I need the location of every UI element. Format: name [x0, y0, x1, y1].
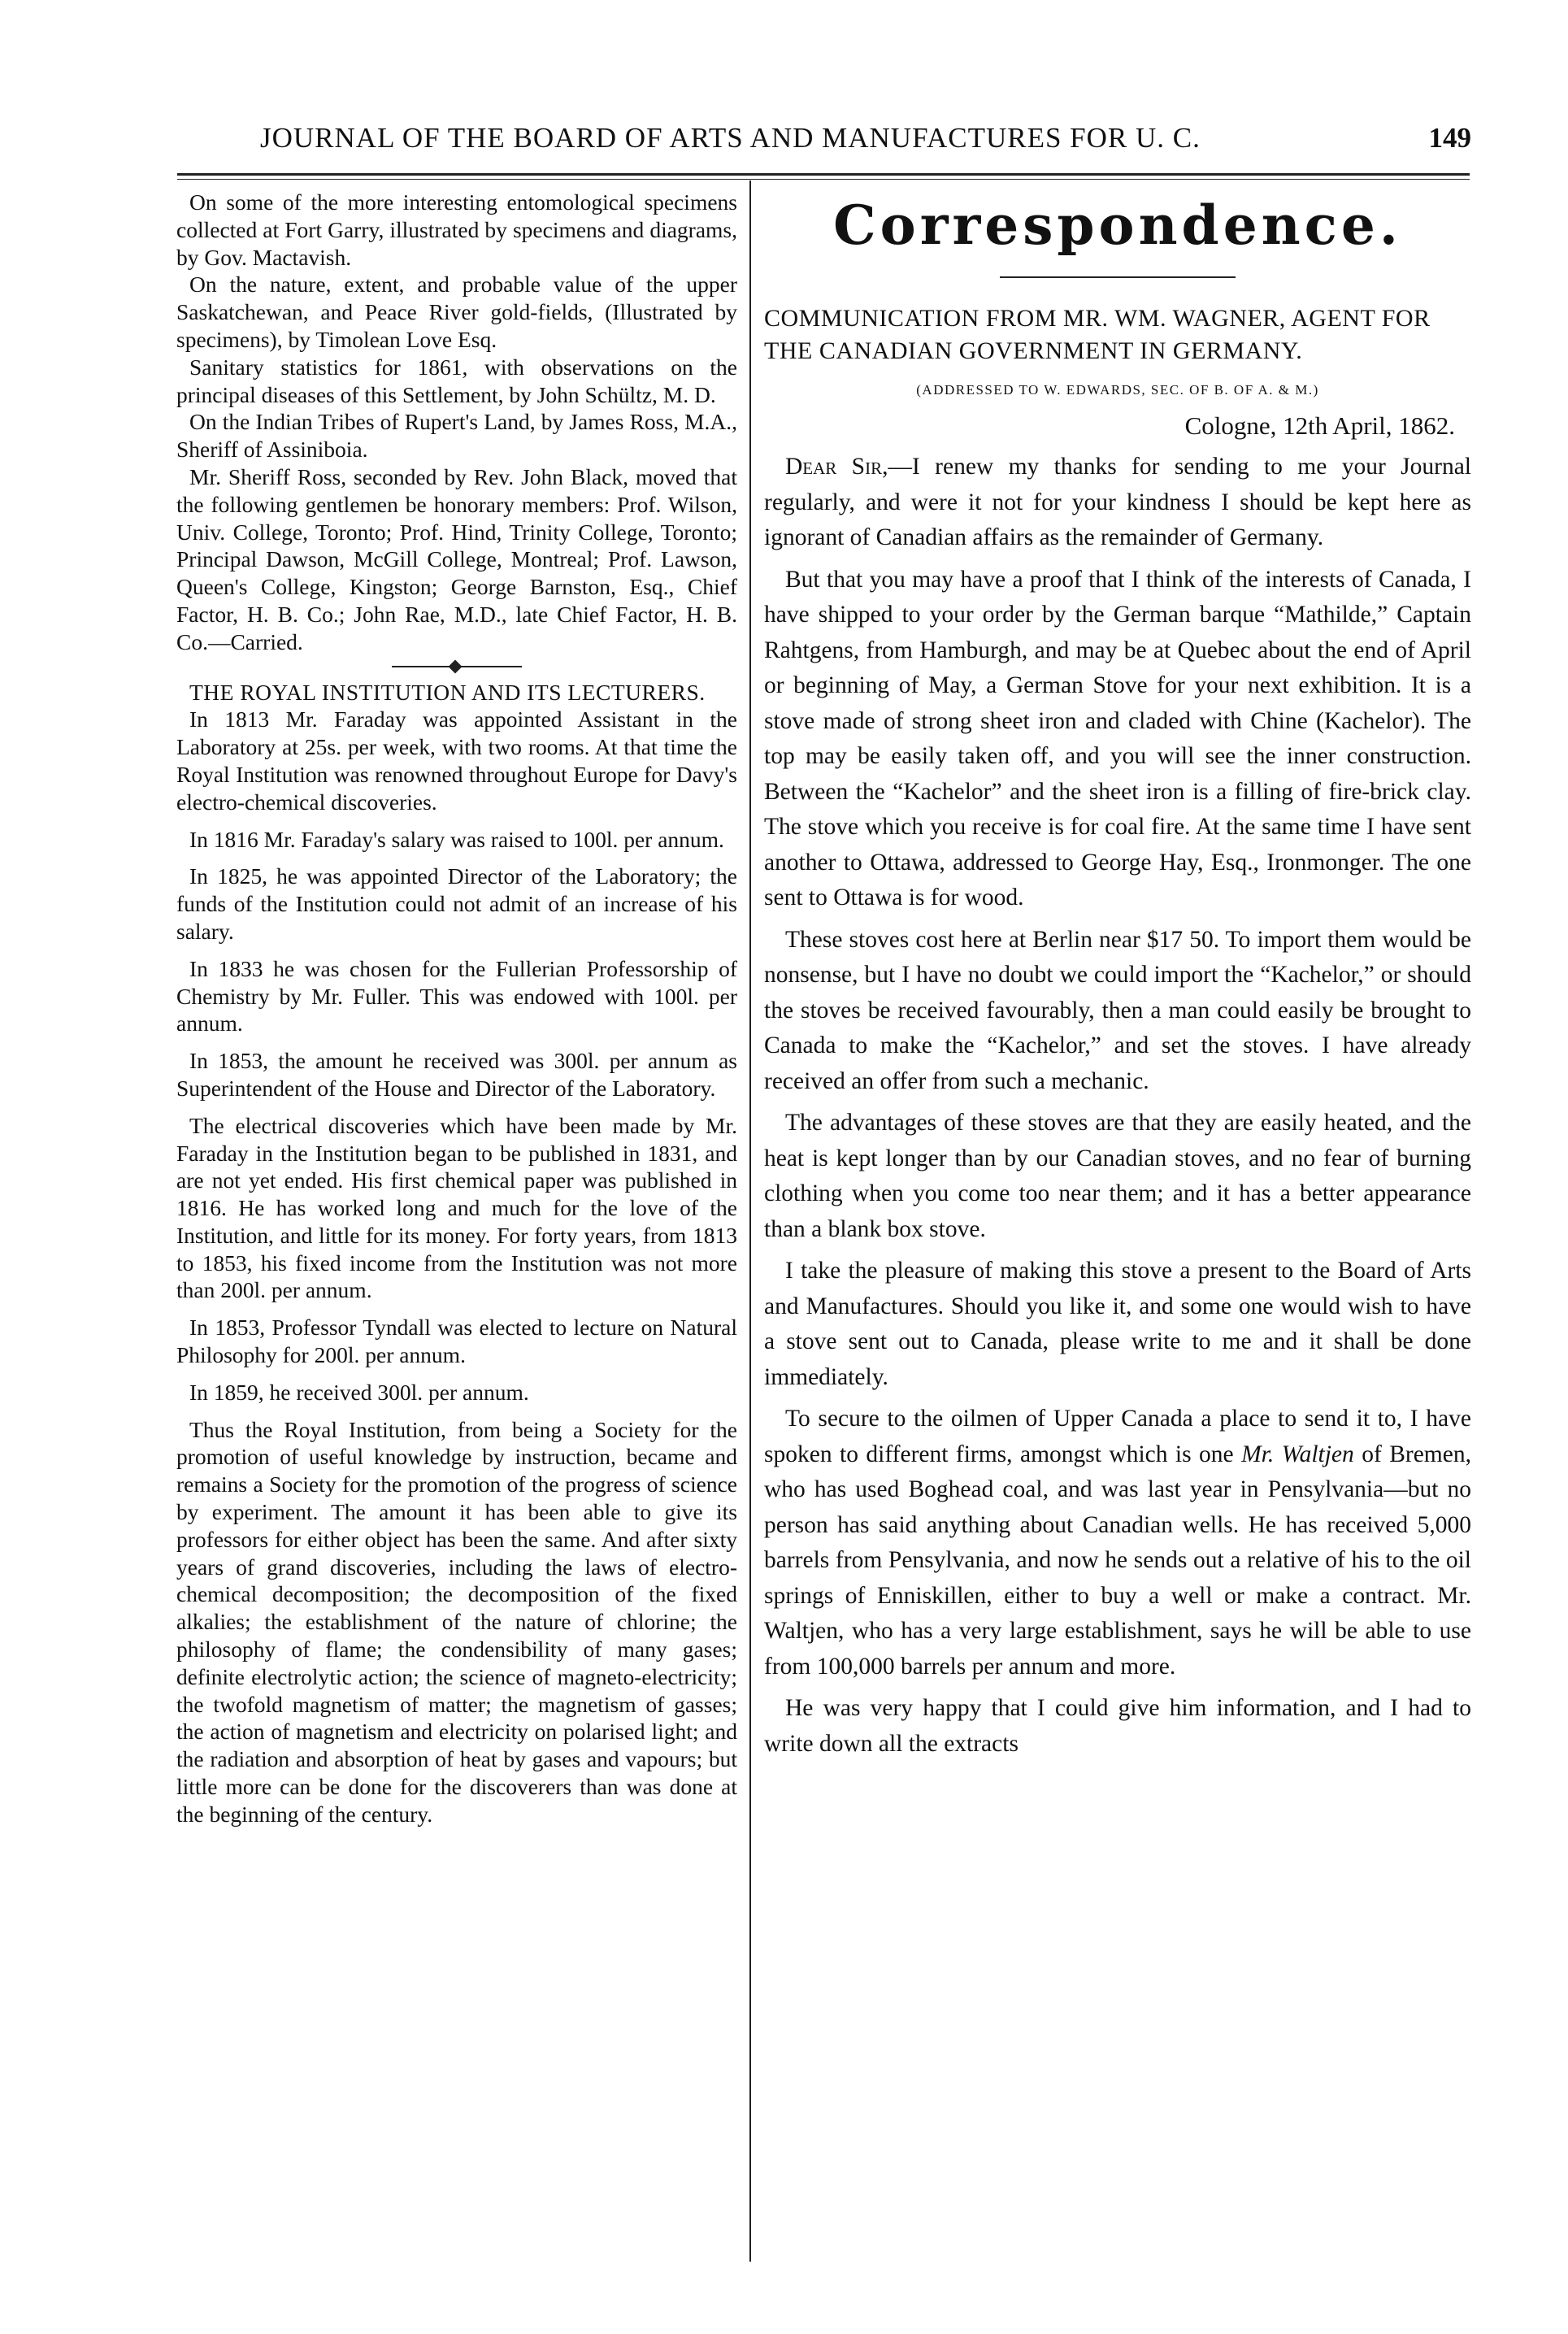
opening-text: —I renew my thanks for sending to me your Journal regularly, and were it not for your kindness I should be kept here as ignorant of Canadian affairs as the remainder of Germany.	[764, 454, 1471, 550]
right-column	[764, 189, 1471, 1762]
letter-opening-paragraph	[764, 450, 1471, 556]
column-divider	[749, 180, 751, 2262]
left-column	[176, 189, 737, 1828]
article-paragraph: In 1833 he was chosen for the Fullerian Professorship of Chemistry by Mr. Fuller. This was endowed with 100l. per annum.	[176, 955, 737, 1037]
letter-paragraph-last: He was very happy that I could give him information, and I had to write down all the extracts	[764, 1695, 1471, 1757]
page-number: 149	[1428, 122, 1471, 154]
letter-paragraph: The advantages of these stoves are that they are easily heated, and the heat is kept longer than by our Canadian stoves, and no fear of burning clothing when you come too near them; and it has a better appearance than a blank box stove.	[764, 1110, 1471, 1242]
dateline: Cologne, 12th April, 1862.	[1184, 411, 1455, 440]
letter-paragraph-oilmen	[764, 1402, 1471, 1684]
article-paragraph: In 1825, he was appointed Director of the Laboratory; the funds of the Institution could not admit of an increase of his salary.	[176, 863, 737, 944]
article-paragraph: In 1853, Professor Tyndall was elected to lecture on Natural Philosophy for 200l. per annum.	[176, 1315, 737, 1368]
title-rule	[1000, 276, 1236, 278]
list-paragraph: Mr. Sheriff Ross, seconded by Rev. John Black, moved that the following gentlemen be honorary members: Prof. Wilson, Univ. College, Toronto; Prof. Hind, Trinity College, Toronto; Principal Dawson, McGill College, Montreal; Prof. Lawson, Queen's College, Kingston; George Barnston, Esq., Chief Factor, H. B. Co.; John Rae, M.D., late Chief Factor, H. B. Co.—Carried.	[176, 463, 737, 654]
list-paragraph: On the Indian Tribes of Rupert's Land, by James Ross, M.A., Sheriff of Assiniboia.	[176, 409, 737, 463]
oilmen-text-after: of Bremen, who has used Boghead coal, and was last year in Pensylvania—but no person has said anything about Canadian wells. He has received 5,000 barrels from Pensylvania, and now he sends out a relative of his to the oil springs of Enniskillen, either to buy a well or make a contract. Mr. Waltjen, who has a very large establishment, says he will be able to use from 100,000 barrels per annum and more.	[764, 1441, 1471, 1680]
salutation: Dear Sir,	[785, 454, 888, 480]
list-paragraph: On some of the more interesting entomological specimens collected at Fort Garry, illustrated by specimens and diagrams, by Gov. Mactavish.	[176, 189, 737, 270]
correspondence-title: Correspondence.	[833, 193, 1402, 257]
article-paragraph: In 1813 Mr. Faraday was appointed Assistant in the Laboratory at 25s. per week, with two rooms. At that time the Royal Institution was renowned throughout Europe for Davy's electro-chemical discoveries.	[176, 706, 737, 815]
list-paragraph: Sanitary statistics for 1861, with observations on the principal diseases of this Settlement, by John Schültz, M. D.	[176, 354, 737, 407]
journal-title: JOURNAL OF THE BOARD OF ARTS AND MANUFACTURES FOR U. C.	[260, 122, 1201, 154]
addressed-line: (ADDRESSED TO W. EDWARDS, SEC. OF B. OF A. & M.)	[916, 382, 1319, 398]
oilmen-text-before: To secure to the oilmen of Upper Canada a place to send it to, I have spoken to different firms, amongst which is one	[764, 1406, 1471, 1467]
letter-paragraph: I take the pleasure of making this stove a present to the Board of Arts and Manufactures. Should you like it, and some one would wish to have a stove sent out to Canada, please write to me and it shall be done immediately.	[764, 1258, 1471, 1390]
waltjen-name: Mr. Waltjen	[1241, 1441, 1354, 1467]
running-header	[171, 122, 1471, 171]
section-heading: THE ROYAL INSTITUTION AND ITS LECTURERS.	[189, 679, 706, 705]
article-paragraph: In 1859, he received 300l. per annum.	[189, 1379, 529, 1405]
letter-paragraph: But that you may have a proof that I think of the interests of Canada, I have shipped to your order by the German barque “Mathilde,” Captain Rahtgens, from Hamburgh, and may be at Quebec about the end of April or beginning of May, a German Stove for your next exhibition. It is a stove made of strong sheet iron and claded with Chine (Kachelor). The top may be easily taken off, and you will see the inner construction. Between the “Kachelor” and the sheet iron is a filling of fire-brick clay. The stove which you receive is for coal fire. At the same time I have sent another to Ottawa, addressed to George Hay, Esq., Ironmonger. The one sent to Ottawa is for wood.	[764, 566, 1471, 911]
article-paragraph: In 1816 Mr. Faraday's salary was raised to 100l. per annum.	[189, 826, 724, 852]
article-paragraph: The electrical discoveries which have been made by Mr. Faraday in the Institution began to be published in 1831, and are not yet ended. His first chemical paper was published in 1816. He has worked long and much for the love of the Institution, and little for its money. For forty years, from 1813 to 1853, his fixed income from the Institution was not more than 200l. per annum.	[176, 1112, 737, 1303]
header-rule	[177, 173, 1470, 176]
article-paragraph: In 1853, the amount he received was 300l. per annum as Superintendent of the House and Director of the Laboratory.	[176, 1048, 737, 1101]
ornament-divider	[392, 666, 522, 667]
header-rule-thin	[177, 179, 1470, 180]
list-paragraph: On the nature, extent, and probable value of the upper Saskatchewan, and Peace River gold-fields, (Illustrated by specimens), by Timolean Love Esq.	[176, 272, 737, 352]
communication-heading: COMMUNICATION FROM MR. WM. WAGNER, AGENT FOR THE CANADIAN GOVERNMENT IN GERMANY.	[764, 305, 1431, 364]
article-paragraph: Thus the Royal Institution, from being a Society for the promotion of useful knowledge by instruction, became and remains a Society for the promotion of the progress of science by experiment. The amount it has been able to give its professors for either object has been the same. And after sixty years of grand discoveries, including the laws of electro-chemical decomposition; the decomposition of the fixed alkalies; the establishment of the nature of chlorine; the philosophy of flame; the condensibility of many gases; definite electrolytic action; the science of magneto-electricity; the twofold magnetism of matter; the magnetism of gasses; the action of magnetism and electricity on polarised light; and the radiation and absorption of heat by gases and vapours; but little more can be done for the discoverers than was done at the beginning of the century.	[176, 1416, 737, 1827]
letter-paragraph: These stoves cost here at Berlin near $17 50. To import them would be nonsense, but I have no doubt we could import the “Kachelor,” or should the stoves be received favourably, then a man could easily be brought to Canada to make the “Kachelor,” and set the stoves. I have already received an offer from such a mechanic.	[764, 926, 1471, 1094]
